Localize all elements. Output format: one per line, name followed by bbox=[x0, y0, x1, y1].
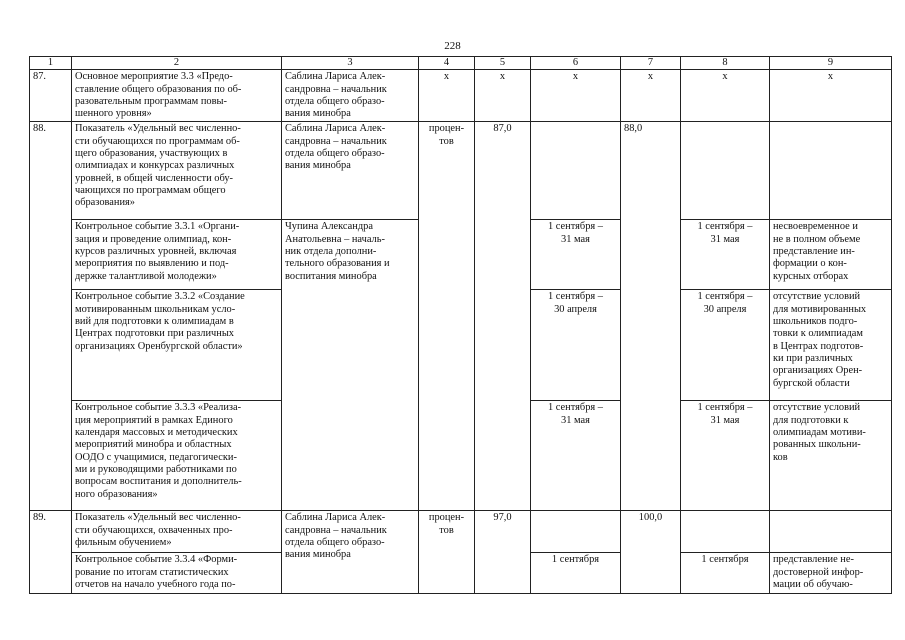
cell-value: х bbox=[419, 70, 475, 122]
activity-description: Основное мероприятие 3.3 «Предо- ставление общего образования по об- разовательным программам повы- шенного уровня» bbox=[72, 70, 282, 122]
control-event-description: Контрольное событие 3.3.2 «Создание мотивированным школьникам усло- вий для подготовки к олимпиадам в Центрах подготовки при различных организациях Оренбургской области» bbox=[72, 290, 282, 401]
target-value: 88,0 bbox=[621, 122, 681, 511]
column-number-row bbox=[30, 57, 892, 70]
risk-description: несвоевременное и не в полном объеме представление ин- формации о кон- курсных отборах bbox=[770, 220, 892, 290]
row-number: 87. bbox=[30, 70, 72, 122]
cell-value: х bbox=[531, 70, 621, 122]
column-number: 9 bbox=[770, 57, 892, 70]
event-period: 1 сентября bbox=[681, 553, 770, 594]
cell-value bbox=[531, 511, 621, 553]
cell-value: х bbox=[621, 70, 681, 122]
column-number: 3 bbox=[282, 57, 419, 70]
cell-value bbox=[681, 511, 770, 553]
event-period: 1 сентября – 31 мая bbox=[531, 401, 621, 511]
cell-value bbox=[681, 122, 770, 220]
column-number: 1 bbox=[30, 57, 72, 70]
indicator-description: Показатель «Удельный вес численно- сти обучающихся, охваченных про- фильным обучением» bbox=[72, 511, 282, 553]
table-row bbox=[30, 511, 892, 553]
cell-value: х bbox=[475, 70, 531, 122]
responsible-person: Саблина Лариса Алек- сандровна – начальник отдела общего образо- вания минобра bbox=[282, 122, 419, 220]
event-period: 1 сентября bbox=[531, 553, 621, 594]
row-number: 89. bbox=[30, 511, 72, 594]
control-event-description: Контрольное событие 3.3.1 «Органи- зация и проведение олимпиад, кон- курсов различных уровней, включая мероприятия по выявлению и под- держке талантливой молодежи» bbox=[72, 220, 282, 290]
row-number: 88. bbox=[30, 122, 72, 511]
cell-value bbox=[770, 122, 892, 220]
base-value: 97,0 bbox=[475, 511, 531, 594]
unit-of-measure: процен- тов bbox=[419, 511, 475, 594]
event-period: 1 сентября – 30 апреля bbox=[531, 290, 621, 401]
column-number: 6 bbox=[531, 57, 621, 70]
unit-of-measure: процен- тов bbox=[419, 122, 475, 511]
indicator-description: Показатель «Удельный вес численно- сти обучающихся по программам об- щего образования, участвующих в олимпиадах и конкурсах различных уровней, в общей численности обу- чающихся по программам общего образования» bbox=[72, 122, 282, 220]
cell-value: х bbox=[770, 70, 892, 122]
event-period: 1 сентября – 31 мая bbox=[681, 401, 770, 511]
base-value: 87,0 bbox=[475, 122, 531, 511]
event-period: 1 сентября – 31 мая bbox=[531, 220, 621, 290]
plan-table bbox=[29, 56, 892, 594]
risk-description: отсутствие условий для подготовки к олимпиадам мотиви- рованных школьни- ков bbox=[770, 401, 892, 511]
responsible-person: Саблина Лариса Алек- сандровна – начальник отдела общего образо- вания минобра bbox=[282, 511, 419, 594]
table-row bbox=[30, 70, 892, 122]
cell-value bbox=[770, 511, 892, 553]
target-value: 100,0 bbox=[621, 511, 681, 594]
control-event-description: Контрольное событие 3.3.4 «Форми- рование по итогам статистических отчетов на начало учебного года по- bbox=[72, 553, 282, 594]
column-number: 5 bbox=[475, 57, 531, 70]
column-number: 7 bbox=[621, 57, 681, 70]
responsible-person: Чупина Александра Анатольевна – началь- ник отдела дополни- тельного образования и воспитания минобра bbox=[282, 220, 419, 511]
responsible-person: Саблина Лариса Алек- сандровна – начальник отдела общего образо- вания минобра bbox=[282, 70, 419, 122]
risk-description: представление не- достоверной инфор- мации об обучаю- bbox=[770, 553, 892, 594]
column-number: 2 bbox=[72, 57, 282, 70]
cell-value: х bbox=[681, 70, 770, 122]
column-number: 8 bbox=[681, 57, 770, 70]
risk-description: отсутствие условий для мотивированных школьников подго- товки к олимпиадам в Центрах подготов- ки при различных организациях Орен- бургской области bbox=[770, 290, 892, 401]
column-number: 4 bbox=[419, 57, 475, 70]
page-number: 228 bbox=[444, 40, 461, 52]
table-row bbox=[30, 122, 892, 220]
event-period: 1 сентября – 31 мая bbox=[681, 220, 770, 290]
control-event-description: Контрольное событие 3.3.3 «Реализа- ция мероприятий в рамках Единого календаря массовых и методических мероприятий минобра и областных ООДО с учащимися, педагогически- ми и руководящими работниками по вопросам воспитания и дополнитель- ного образования» bbox=[72, 401, 282, 511]
event-period: 1 сентября – 30 апреля bbox=[681, 290, 770, 401]
cell-value bbox=[531, 122, 621, 220]
